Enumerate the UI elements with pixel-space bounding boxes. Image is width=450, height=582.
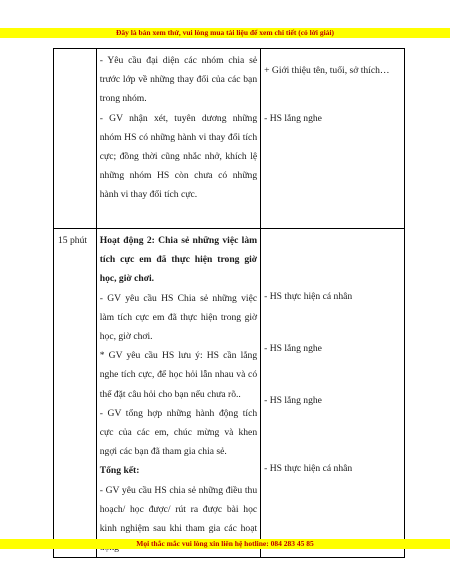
teacher-step: - Yêu cầu đại diện các nhóm chia sẻ trước lớp về những thay đổi của các bạn trong nhóm. (99, 55, 258, 105)
student-activity-cell (261, 49, 405, 229)
teacher-step: - GV nhận xét, tuyên dương những nhóm HS có những hành vi thay đổi tích cực; đồng thời cũng nhắc nhở, khích lệ những nhóm HS còn chưa có những hành vi thay đổi tích cực. (99, 112, 258, 201)
summary-step: - GV yêu cầu HS chia sẻ những điều thu hoạch/ học được/ rút ra được bài học kinh nghiệm sau khi tham gia các hoạt (99, 484, 258, 535)
table-row (54, 49, 405, 229)
student-activity-cell (261, 229, 405, 558)
time-cell (54, 229, 97, 558)
time-cell (54, 49, 97, 229)
student-step: - HS lắng nghe (264, 395, 322, 407)
hotline-banner: Mọi thắc mắc vui lòng xin liên hệ hotline: 084 283 45 85 (0, 539, 450, 549)
lesson-plan-table (53, 48, 405, 558)
summary-heading: Tổng kết: (99, 465, 140, 477)
teacher-step: - GV yêu cầu HS Chia sẻ những việc làm tích cực em đã thực hiện trong giờ học, giờ chơi. (99, 292, 258, 343)
student-step: - HS thực hiện cá nhân (264, 291, 353, 302)
student-step: - HS thực hiện cá nhân (264, 462, 353, 474)
student-step: - HS lắng nghe (264, 113, 322, 125)
student-step: + Giới thiệu tên, tuổi, sở thích… (264, 65, 390, 76)
activity-heading: Hoạt động 2: Chia sẻ những việc làm tích cực em đã thực hiện trong giờ học, giờ chơi. (99, 235, 258, 285)
duration-label: 15 phút (58, 235, 88, 246)
teacher-step: * GV yêu cầu HS lưu ý: HS cần lắng nghe tích cực, để học hỏi lẫn nhau và có thể đặt câu hỏi cho bạn nếu chưa rõ.. (99, 350, 258, 400)
table-row (54, 229, 405, 558)
student-step: - HS lắng nghe (264, 343, 322, 355)
teacher-activity-cell (96, 49, 260, 229)
teacher-activity-cell (96, 229, 260, 558)
preview-banner: Đây là bản xem thử, vui lòng mua tài liệu để xem chi tiết (có lời giải) (0, 28, 450, 38)
teacher-step: - GV tổng hợp những hành động tích cực của các em, chúc mừng và khen ngợi các bạn đã tham gia chia sẻ. (99, 407, 258, 458)
